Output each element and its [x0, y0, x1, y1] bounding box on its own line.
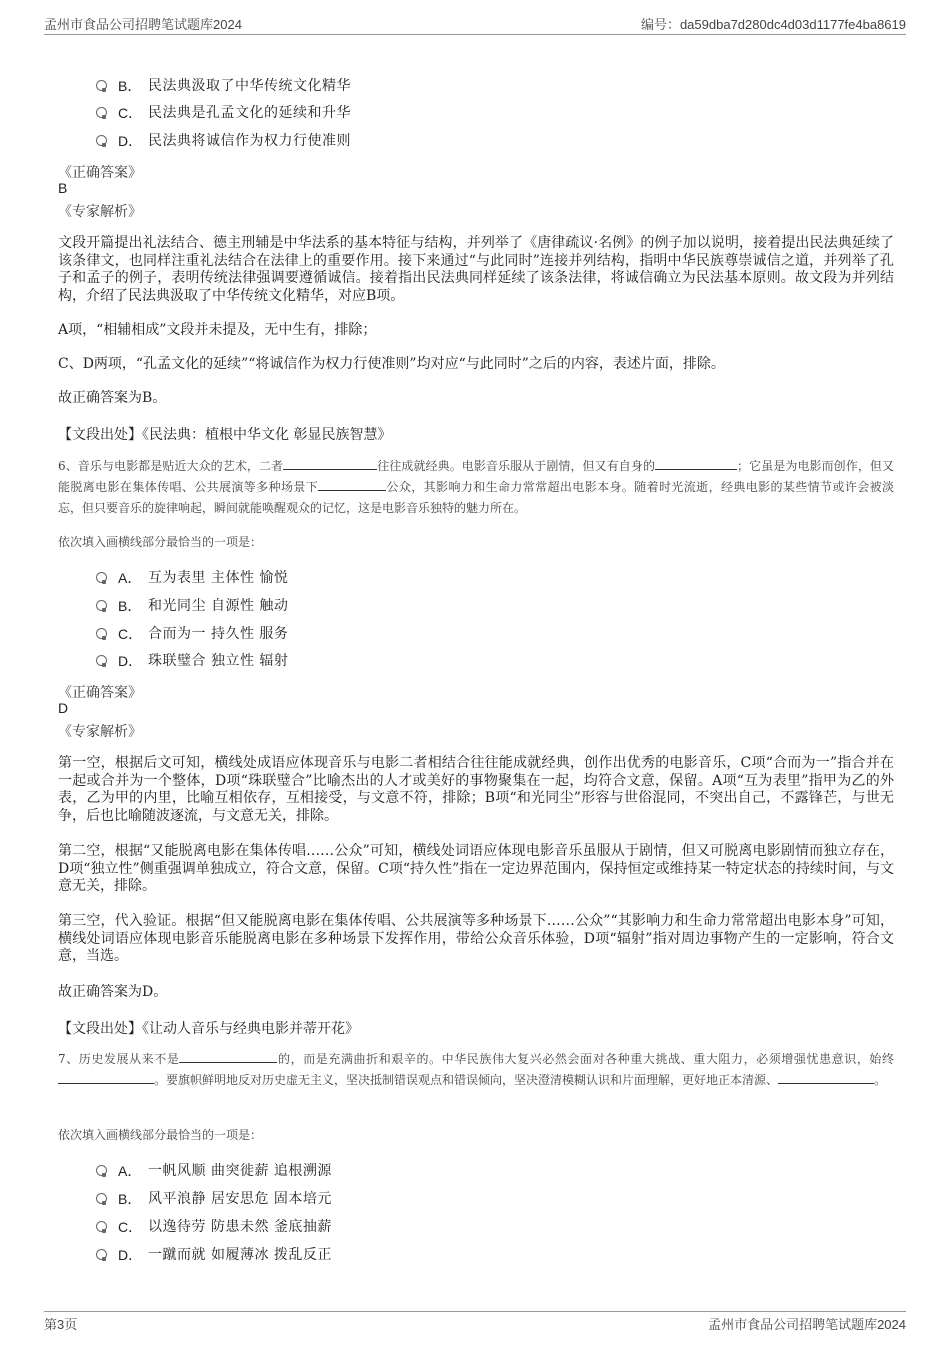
option-letter: B．	[118, 1191, 142, 1207]
answer-label: 《正确答案》	[58, 685, 142, 701]
radio-icon[interactable]	[96, 135, 107, 146]
stem-text: 公众，其影响力和生命力常常超出电影本身。随着时光流逝，经典电影的某些情节或许会被淡忘，但只要音乐的旋律响起，瞬间就能唤醒观众的记忆，这是电影音乐独特的魅力所在。	[58, 480, 894, 515]
option-text: 一蹴而就 如履薄冰 拨乱反正	[148, 1247, 332, 1263]
option-text: 民法典是孔孟文化的延续和升华	[148, 105, 351, 121]
option-text: 和光同尘 自源性 触动	[148, 598, 289, 614]
option-letter: C．	[118, 626, 143, 642]
option-letter: D．	[118, 1247, 143, 1263]
answer-value: B	[58, 180, 68, 196]
option-letter: B．	[118, 598, 142, 614]
source-citation: 【文段出处】《让动人音乐与经典电影并蒂开花》	[58, 1021, 359, 1037]
analysis-paragraph: 第三空，代入验证。根据“但又能脱离电影在集体传唱、公共展演等多种场景下……公众”“其影响力和生命力常常超出电影本身”可知，横线处词语应体现电影音乐能脱离电影在多种场景下发挥作用，带给公众音乐体验，D项“辐射”指对周边事物产生的一定影响，符合文意，当选。	[58, 913, 894, 964]
source-citation: 【文段出处】《民法典：植根中华文化 彰显民族智慧》	[58, 427, 392, 443]
radio-icon[interactable]	[96, 1221, 107, 1232]
option-text: 风平浪静 居安思危 固本培元	[148, 1191, 332, 1207]
radio-icon[interactable]	[96, 1249, 107, 1260]
radio-icon[interactable]	[96, 1165, 107, 1176]
option-text: 民法典汲取了中华传统文化精华	[148, 78, 351, 94]
stem-text: 7、历史发展从来不是	[58, 1052, 180, 1066]
answer-label: 《正确答案》	[58, 165, 142, 181]
question-stem	[58, 456, 894, 519]
option-text: 一帆风顺 曲突徙薪 追根溯源	[148, 1163, 332, 1179]
header-title: 孟州市食品公司招聘笔试题库2024	[44, 17, 242, 32]
analysis-paragraph: 第二空，根据“又能脱离电影在集体传唱……公众”可知，横线处词语应体现电影音乐虽服从于剧情，但又可脱离电影剧情而独立存在，D项“独立性”侧重强调单独成立，符合文意，保留。C项“持久性”指在一定边界范围内，保持恒定或维持某一特定状态的持续时间，与文意无关，排除。	[58, 843, 894, 894]
analysis-paragraph: 第一空，根据后文可知，横线处成语应体现音乐与电影二者相结合往往能成就经典，创作出优秀的电影音乐，C项“合而为一”指合并在一起或合并为一个整体，D项“珠联璧合”比喻杰出的人才或美好的事物聚集在一起，均符合文意，保留。A项“互为表里”指甲为乙的外表，乙为甲的内里，比喻互相依存，互相接受，与文意不符，排除；B项“和光同尘”形容与世俗混同，不突出自己，不露锋芒，与世无争，后也比喻随波逐流，与文意无关，排除。	[58, 755, 894, 824]
analysis-paragraph: 文段开篇提出礼法结合、德主刑辅是中华法系的基本特征与结构，并列举了《唐律疏议·名例》的例子加以说明，接着提出民法典延续了该条律文，也同样注重礼法结合在法律上的重要作用。接下来通过“与此同时”连接并列结构，指明中华民族尊崇诚信之道，并列举了孔子和孟子的例子，表明传统法律强调要遵循诚信。接着指出民法典同样延续了该条法律，将诚信确立为民法基本原则。故文段为并列结构，介绍了民法典汲取了中华传统文化精华，对应B项。	[58, 235, 894, 304]
question-prompt: 依次填入画横线部分最恰当的一项是：	[58, 535, 263, 549]
radio-icon[interactable]	[96, 80, 107, 91]
analysis-label: 《专家解析》	[58, 204, 142, 220]
stem-text: ；它虽是为电影而创作，但又能脱离电影在集体传唱、公共展演等多种场景下	[58, 459, 894, 494]
fill-blank	[283, 456, 377, 470]
footer-title: 孟州市食品公司招聘笔试题库2024	[708, 1317, 906, 1332]
question-prompt: 依次填入画横线部分最恰当的一项是：	[58, 1128, 263, 1142]
answer-value: D	[58, 700, 69, 716]
option-letter: D．	[118, 653, 143, 669]
stem-text: 。	[874, 1073, 887, 1087]
page-number: 第3页	[44, 1317, 78, 1332]
stem-text: 的，而是充满曲折和艰辛的。中华民族伟大复兴必然会面对各种重大挑战、重大阻力，必须增强忧患意识，始终	[277, 1052, 894, 1066]
analysis-paragraph: C、D两项，“孔孟文化的延续”“将诚信作为权力行使准则”均对应“与此同时”之后的内容，表述片面，排除。	[58, 356, 725, 372]
stem-text: 。要旗帜鲜明地反对历史虚无主义，坚决抵制错误观点和错误倾向，坚决澄清模糊认识和片面理解，更好地正本清源、	[154, 1073, 779, 1087]
radio-icon[interactable]	[96, 572, 107, 583]
option-text: 互为表里 主体性 愉悦	[148, 570, 289, 586]
question-stem	[58, 1049, 894, 1091]
option-letter: A．	[118, 1163, 142, 1179]
fill-blank	[318, 477, 386, 491]
footer-divider	[44, 1311, 906, 1312]
option-letter: D．	[118, 133, 143, 149]
option-text: 珠联璧合 独立性 辐射	[148, 653, 289, 669]
option-text: 合而为一 持久性 服务	[148, 626, 289, 642]
fill-blank	[58, 1070, 154, 1084]
fill-blank	[179, 1049, 277, 1063]
analysis-label: 《专家解析》	[58, 724, 142, 740]
radio-icon[interactable]	[96, 107, 107, 118]
fill-blank	[655, 456, 737, 470]
option-letter: A．	[118, 570, 142, 586]
option-letter: C．	[118, 105, 143, 121]
radio-icon[interactable]	[96, 1193, 107, 1204]
analysis-paragraph: 故正确答案为B。	[58, 390, 167, 406]
stem-text: 往往成就经典。电影音乐服从于剧情，但又有自身的	[377, 459, 656, 473]
option-letter: C．	[118, 1219, 143, 1235]
page-header	[44, 10, 906, 32]
analysis-paragraph: A项，“相辅相成”文段并未提及，无中生有，排除；	[58, 322, 377, 338]
stem-text: 6、音乐与电影都是贴近大众的艺术，二者	[58, 459, 284, 473]
analysis-paragraph: 故正确答案为D。	[58, 984, 168, 1000]
option-text: 以逸待劳 防患未然 釜底抽薪	[148, 1219, 332, 1235]
header-doc-id: 编号：da59dba7d280dc4d03d1177fe4ba8619	[640, 17, 906, 32]
option-text: 民法典将诚信作为权力行使准则	[148, 133, 351, 149]
header-divider	[44, 34, 906, 35]
radio-icon[interactable]	[96, 655, 107, 666]
radio-icon[interactable]	[96, 628, 107, 639]
option-letter: B．	[118, 78, 142, 94]
radio-icon[interactable]	[96, 600, 107, 611]
fill-blank	[778, 1070, 874, 1084]
